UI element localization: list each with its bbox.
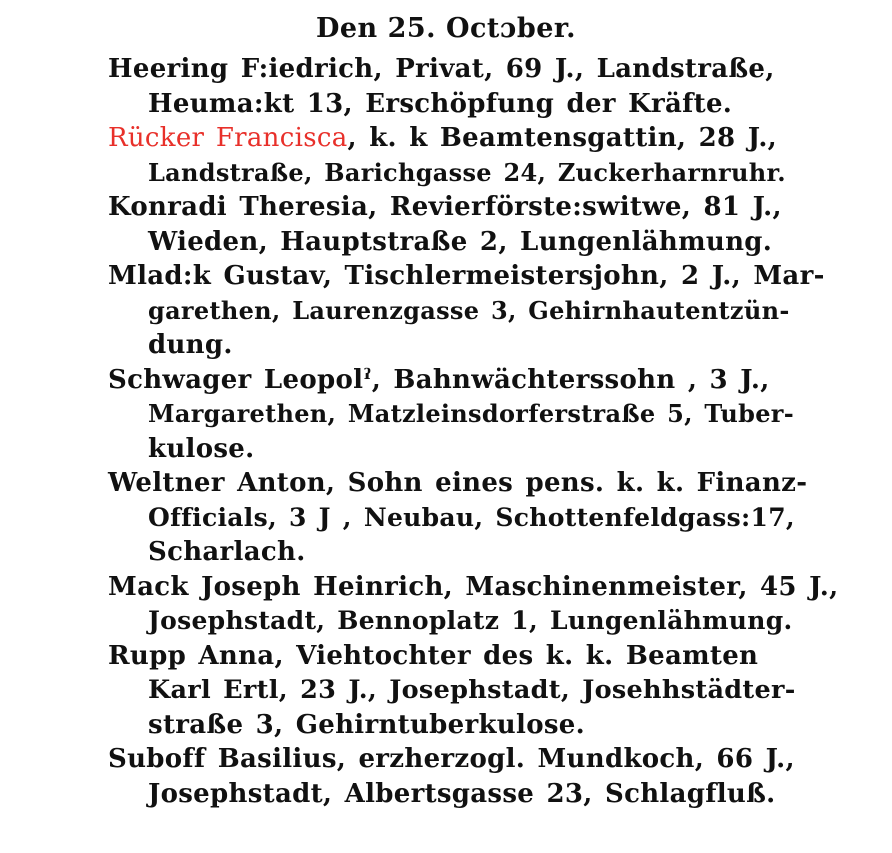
death-notice-entry <box>108 570 839 639</box>
death-notice-entry <box>108 742 798 811</box>
death-notice-entry <box>108 639 798 743</box>
date-heading: Den 25. Octɔber. <box>315 13 577 44</box>
entry-line: Josephstadt, Bennoplatz 1, Lungenlähmung. <box>148 606 793 635</box>
entry-line: dung. <box>148 330 233 360</box>
entry-line: Landstraße, Barichgasse 24, Zuckerharnruhr. <box>148 157 786 187</box>
entry-line: garethen, Laurenzgasse 3, Gehirnhautentzün- <box>148 295 790 325</box>
death-notice-list <box>108 52 839 811</box>
entry-line: Scharlach. <box>148 537 306 567</box>
entry-line: Konradi Theresia, Revierförste:switwe, 81 J., <box>108 192 782 222</box>
entry-line: Heuma:kt 13, Erschöpfung der Kräfte. <box>148 88 733 119</box>
entry-line: kulose. <box>148 433 255 464</box>
entry-line: Rupp Anna, Viehtochter des k. k. Beamten <box>108 640 759 671</box>
entry-line: Suboff Basilius, erzherzogl. Mundkoch, 66 J., <box>108 744 795 774</box>
death-notice-entry <box>108 466 808 570</box>
entry-line: Schwager Leopolˀ, Bahnwächterssohn , 3 J., <box>108 364 770 395</box>
entry-line: Wieden, Hauptstraße 2, Lungenlähmung. <box>148 226 773 257</box>
entry-line: straße 3, Gehirntuberkulose. <box>148 709 585 740</box>
entry-line: Heering F:iedrich, Privat, 69 J., Landstraße, <box>108 54 775 84</box>
entry-line: Margarethen, Matzleinsdorferstraße 5, Tuber- <box>148 399 794 428</box>
entry-line: Mlad:k Gustav, Tischlermeistersjohn, 2 J., Mar- <box>108 261 825 291</box>
death-notice-entry <box>108 363 798 467</box>
entry-line: Weltner Anton, Sohn eines pens. k. k. Finanz- <box>108 468 808 498</box>
death-notice-entry <box>108 259 825 363</box>
entry-line: Mack Joseph Heinrich, Maschinenmeister, 45 J., <box>108 571 839 602</box>
entry-line: Karl Ertl, 23 J., Josephstadt, Josehhstädter- <box>148 675 796 705</box>
death-notice-entry <box>108 52 798 121</box>
entry-line <box>108 121 798 156</box>
entry-line: Josephstadt, Albertsgasse 23, Schlagfluß. <box>148 778 776 809</box>
death-notice-entry-highlighted <box>108 121 798 190</box>
entry-text: , k. k Beamtensgattin, 28 J., <box>347 123 778 153</box>
death-notice-entry <box>108 190 798 259</box>
entry-line: Officials, 3 J , Neubau, Schottenfeldgass:17, <box>148 502 795 532</box>
highlighted-name: Rücker Francisca <box>108 123 348 153</box>
